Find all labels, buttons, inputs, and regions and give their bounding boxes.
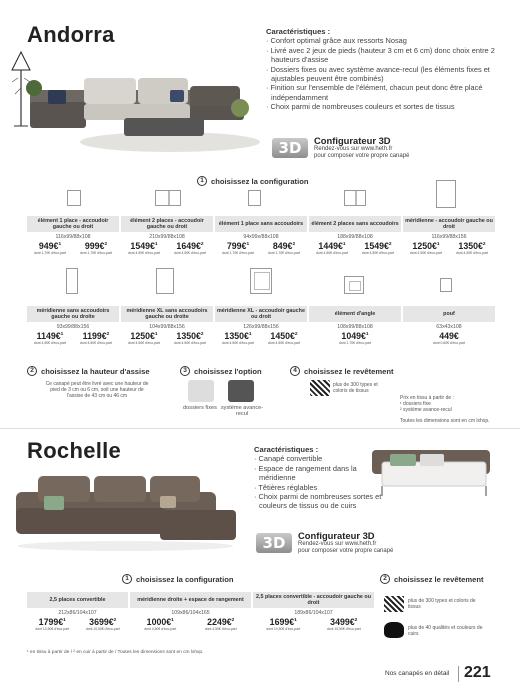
meridienne-icon (436, 180, 456, 208)
cell-prices (130, 617, 251, 627)
dims-note: Toutes les dimensions sont en cm lxhxp. (400, 418, 490, 424)
eco-part: dont 4,50€ d'éco-part (316, 251, 348, 255)
price-cell (215, 216, 307, 255)
eco-part: dont 10,50€ d'éco-part (85, 627, 120, 631)
price-2 (78, 617, 129, 627)
price-2 (314, 617, 375, 627)
option-fixed-label: dossiers fixes (183, 405, 217, 411)
price-cell (27, 216, 119, 255)
price-value: 949€ (38, 241, 59, 251)
price-sup: 1 (294, 618, 297, 624)
feature-item: · Espace de rangement dans la méridienne (254, 463, 357, 483)
eco-part: dont 1,70€ d'éco-part (268, 251, 300, 255)
price-sup: 2 (200, 332, 204, 338)
price-value: 3499€ (330, 617, 355, 627)
cell-dims: 104x99/88x156 (149, 324, 185, 330)
configurator-desc: pour composer votre propre canapé (298, 548, 394, 554)
meridienne-no-arm-icon (66, 268, 78, 294)
configurator-desc: pour composer votre propre canapé (314, 153, 410, 159)
price-2 (73, 331, 119, 341)
cell-prices (121, 331, 213, 341)
price-cell (215, 306, 307, 345)
feature-item: · Têtières réglables (254, 482, 318, 492)
price-sup: 2 (388, 242, 392, 248)
step-number: 3 (180, 366, 190, 376)
feature-item: · Dossiers fixes ou avec système avance-recul (les éléments fixes et ajustables peuvent être combinés) (266, 64, 490, 84)
page-number: 221 (464, 664, 491, 681)
cell-prices (309, 241, 401, 251)
price-value: 1250€ (412, 241, 437, 251)
andorra-sofa-image (20, 56, 260, 156)
price-1 (253, 617, 314, 627)
price-sup: 1 (154, 332, 158, 338)
step-number: 1 (122, 574, 132, 584)
eco-part: dont 4,50€ d'éco-part (268, 341, 300, 345)
price-cell (27, 306, 119, 345)
cell-header: élément 2 places sans accoudoirs (309, 216, 401, 232)
fabric-swatch-icon (310, 380, 330, 396)
step-label: choisissez le revêtement (394, 574, 484, 584)
eco-part: dont 4,50€ d'éco-part (222, 341, 254, 345)
eco-part: dont 1,70€ d'éco-part (34, 251, 66, 255)
section-divider (0, 428, 520, 429)
cell-header: méridienne sans accoudoirs gauche ou droite (27, 306, 119, 322)
step-label: choisissez le revêtement (304, 366, 394, 376)
cell-prices (215, 241, 307, 251)
leather-swatch-icon (384, 622, 404, 638)
configurator-url[interactable]: Rendez-vous sur www.heth.fr (298, 541, 377, 547)
andorra-step-3 (180, 366, 262, 376)
feature-text: Choix parmi de nombreuses sortes et couleurs de tissus ou de cuirs (258, 492, 382, 511)
andorra-step-1 (197, 176, 308, 186)
feature-text: Finition sur l'ensemble de l'élément, chacun peut donc être placé indépendamment (270, 83, 483, 102)
cell-prices (309, 331, 401, 341)
cell-dims: 63x43x108 (436, 324, 462, 330)
meridienne-xl-no-arm-icon (156, 268, 174, 294)
eco-part: dont 0,60€ d'éco-part (433, 341, 465, 345)
step-label: choisissez la configuration (136, 574, 234, 584)
price-value: 1350€ (458, 241, 483, 251)
price-cell (121, 216, 213, 255)
feature-item: · Finition sur l'ensemble de l'élément, chacun peut donc être placé indépendamment (266, 83, 483, 102)
pouf-icon (440, 278, 452, 292)
step-label: choisissez la configuration (211, 176, 309, 186)
price-sup: 1 (154, 242, 158, 248)
price-sup: 1 (436, 242, 440, 248)
price-cell (27, 592, 128, 631)
cell-header: élément 2 places - accoudoir gauche ou droit (121, 216, 213, 232)
rochelle-sofa-image (10, 468, 240, 552)
cell-dims: 109x86/104x165 (171, 610, 210, 616)
features-title: Caractéristiques : (266, 27, 331, 36)
price-value: 1000€ (146, 617, 172, 627)
eco-part: dont 4,50€ d'éco-part (410, 251, 442, 255)
eco-part: dont 4,50€ d'éco-part (128, 341, 160, 345)
cell-header: méridienne XL sans accoudoirs gauche ou droite (121, 306, 213, 322)
eco-part: dont 4,50€ d'éco-part (204, 627, 237, 631)
price-cell (253, 592, 374, 631)
price-1 (403, 241, 449, 251)
cell-header: méridienne XL - accoudoir gauche ou droit (215, 306, 307, 322)
price-sup: 2 (354, 618, 358, 624)
price-value: 849€ (272, 241, 293, 251)
eco-row (27, 251, 119, 255)
feature-item: · Canapé convertible (254, 454, 323, 464)
rochelle-features (254, 445, 384, 511)
price-1 (121, 241, 167, 251)
price-1 (27, 617, 78, 627)
feature-text: Canapé convertible (258, 454, 323, 464)
eco-row (253, 627, 374, 631)
feature-text: Confort optimal grâce aux ressorts Nosag (270, 36, 407, 46)
eco-row (403, 341, 495, 345)
feature-item: · Choix parmi de nombreuses couleurs et sortes de tissus (266, 102, 455, 112)
price-value: 1649€ (176, 241, 201, 251)
eco-part: dont 1,70€ d'éco-part (222, 251, 254, 255)
price-value: 1699€ (269, 617, 295, 627)
eco-part: dont 4,50€ d'éco-part (80, 341, 112, 345)
eco-part: dont 4,50€ d'éco-part (174, 251, 206, 255)
eco-part: dont 4,50€ d'éco-part (34, 341, 66, 345)
cell-prices (27, 241, 119, 251)
eco-part: dont 4,50€ d'éco-part (128, 251, 160, 255)
price-cell (403, 306, 495, 345)
cell-prices (403, 241, 495, 251)
price-sup: 1 (342, 242, 346, 248)
price-value: 999€ (84, 241, 105, 251)
price-2 (167, 241, 213, 251)
step-number: 1 (197, 176, 207, 186)
footer-divider (458, 666, 459, 682)
price-1 (309, 331, 401, 341)
eco-row (309, 251, 401, 255)
eco-part: dont 4,50€ d'éco-part (174, 341, 206, 345)
eco-row (27, 341, 119, 345)
rochelle-leather-note: plus de 40 qualités et couleurs de cuirs (408, 625, 483, 637)
cell-dims: 212x86/104x107 (58, 610, 97, 616)
fabric-swatch-icon (384, 596, 404, 612)
price-1 (27, 331, 73, 341)
price-sup: 2 (231, 618, 235, 624)
step-label: choisissez la hauteur d'assise (41, 366, 150, 376)
cell-prices (27, 331, 119, 341)
price-value: 2249€ (207, 617, 232, 627)
cell-prices (253, 617, 374, 627)
price-1 (215, 241, 261, 251)
3d-badge-icon: 3D (272, 138, 308, 158)
cell-prices (121, 241, 213, 251)
price-sup: 1 (171, 618, 174, 624)
cell-dims: 93x99/88x156 (56, 324, 90, 330)
cell-header: méridienne droite + espace de rangement (130, 592, 251, 608)
cell-dims: 126x99/88x156 (243, 324, 279, 330)
andorra-step-4 (290, 366, 393, 376)
eco-part: dont 10,50€ d'éco-part (35, 627, 70, 631)
step-number: 4 (290, 366, 300, 376)
price-value: 1350€ (176, 331, 201, 341)
price-cell (309, 216, 401, 255)
seat-height-note: Ce canapé peut être livré avec une hauteur de pied de 3 cm ou 6 cm, soit une hauteur de l'assise de 43 cm ou 46 cm (45, 381, 149, 399)
eco-part: dont 4,50€ d'éco-part (362, 251, 394, 255)
price-sup: 1 (60, 332, 64, 338)
price-1 (27, 241, 73, 251)
price-sup: 2 (482, 242, 486, 248)
feature-item: · Confort optimal grâce aux ressorts Nosag (266, 36, 407, 46)
cell-prices (27, 617, 128, 627)
price-1 (309, 241, 355, 251)
cell-dims: 188x99/88x108 (337, 234, 373, 240)
price-note (400, 395, 510, 413)
configurator-title: Configurateur 3D (298, 530, 375, 541)
configurator-title: Configurateur 3D (314, 135, 391, 146)
step-number: 2 (380, 574, 390, 584)
features-title: Caractéristiques : (254, 445, 319, 454)
price-sup: 2 (200, 242, 204, 248)
cell-dims: 189x86/104x107 (294, 610, 333, 616)
step-label: choisissez l'option (194, 366, 262, 376)
andorra-title: Andorra (27, 22, 115, 47)
price-2 (191, 617, 252, 627)
price-cell (403, 216, 495, 255)
adjustable-back-option-image[interactable] (228, 380, 254, 402)
eco-row (403, 251, 495, 255)
price-2 (167, 331, 213, 341)
eco-part: dont 4,50€ d'éco-part (144, 627, 177, 631)
meridienne-xl-icon (250, 268, 272, 294)
andorra-features (266, 27, 506, 112)
price-2 (261, 241, 307, 251)
element-1-place-no-arm-icon (248, 190, 261, 206)
rochelle-configurator-3d[interactable] (256, 530, 393, 555)
price-sup: 1 (246, 242, 250, 248)
cell-prices (215, 331, 307, 341)
eco-row (121, 341, 213, 345)
cell-header: élément 1 place - accoudoir gauche ou droit (27, 216, 119, 232)
rochelle-step-1 (122, 574, 233, 584)
3d-badge-icon: 3D (256, 533, 292, 553)
feature-text: Dossiers fixes ou avec système avance-recul (les éléments fixes et ajustables peuvent être combinés) (270, 64, 490, 84)
eco-row (130, 627, 251, 631)
cell-dims: 94x99x/88x108 (243, 234, 279, 240)
rochelle-fabric-note: plus de 300 types et coloris de tissus (408, 598, 476, 610)
price-2 (73, 241, 119, 251)
price-note-text: Prix en tissu à partir de : (400, 395, 454, 401)
price-value: 1549€ (364, 241, 389, 251)
eco-row (215, 251, 307, 255)
price-value: 1549€ (130, 241, 155, 251)
price-1 (130, 617, 191, 627)
corner-element-icon (344, 276, 364, 294)
cell-dims: 116x99/88x108 (55, 234, 91, 240)
eco-row (27, 627, 128, 631)
price-value: 1450€ (270, 331, 295, 341)
price-value: 449€ (439, 331, 459, 341)
eco-row (215, 341, 307, 345)
andorra-step-2 (27, 366, 150, 376)
price-value: 799€ (226, 241, 247, 251)
price-sup: 1 (63, 618, 66, 624)
price-value: 1149€ (36, 331, 61, 341)
price-note-2: ² système avance-recul (400, 407, 452, 413)
price-2 (449, 241, 495, 251)
feature-text: Têtières réglables (258, 482, 318, 492)
rochelle-step-2 (380, 574, 483, 584)
price-sup: 1 (58, 242, 62, 248)
price-2 (261, 331, 307, 341)
price-value: 1049€ (341, 331, 366, 341)
cell-header: pouf (403, 306, 495, 322)
eco-part: dont 10,50€ d'éco-part (326, 627, 361, 631)
price-1 (403, 331, 495, 341)
cell-dims: 210x99/88x108 (149, 234, 185, 240)
price-1 (215, 331, 261, 341)
rochelle-sofabed-image (368, 440, 496, 502)
cell-header: méridienne - accoudoir gauche ou droit (403, 216, 495, 232)
price-sup: 2 (113, 618, 117, 624)
feature-text: Choix parmi de nombreuses couleurs et sortes de tissus (270, 102, 455, 112)
price-sup: 2 (106, 332, 110, 338)
feature-item: · Choix parmi de nombreuses sortes et couleurs de tissus ou de cuirs (254, 492, 382, 511)
feature-item: · Livré avec 2 jeux de pieds (hauteur 3 cm et 6 cm) donc choix entre 2 hauteurs d'assise (266, 45, 495, 65)
cell-dims: 116x99/88x156 (431, 234, 467, 240)
rochelle-title: Rochelle (27, 438, 122, 463)
footer-label: Nos canapés en détail (385, 670, 450, 677)
price-cell (130, 592, 251, 631)
fixed-back-option-image[interactable] (188, 380, 214, 402)
eco-part: dont 1,70€ d'éco-part (80, 251, 112, 255)
price-sup: 2 (104, 242, 108, 248)
cell-header: 2,5 places convertible - accoudoir gauche ou droit (253, 592, 374, 608)
price-value: 1449€ (318, 241, 343, 251)
eco-part: dont 10,50€ d'éco-part (266, 627, 301, 631)
eco-part: dont 4,50€ d'éco-part (456, 251, 488, 255)
cell-prices (403, 331, 495, 341)
price-value: 1250€ (130, 331, 155, 341)
price-1 (121, 331, 167, 341)
price-sup: 1 (248, 332, 252, 338)
eco-row (121, 251, 213, 255)
feature-text: Livré avec 2 jeux de pieds (hauteur 3 cm et 6 cm) donc choix entre 2 hauteurs d'assise (270, 45, 495, 65)
price-value: 3699€ (89, 617, 114, 627)
fabric-note: plus de 300 types et coloris de tissus (333, 382, 378, 394)
price-cell (121, 306, 213, 345)
cell-header: élément 1 place sans accoudoirs (215, 216, 307, 232)
cell-dims: 108x99/88x108 (337, 324, 373, 330)
price-value: 1199€ (82, 331, 107, 341)
price-sup: 1 (365, 332, 369, 338)
price-value: 1350€ (224, 331, 249, 341)
eco-part: dont 1,70€ d'éco-part (339, 341, 371, 345)
price-note-1: ¹ dossiers fixe (400, 401, 431, 407)
cell-header: élément d'angle (309, 306, 401, 322)
price-value: 1799€ (38, 617, 64, 627)
element-2-places-icon (155, 190, 181, 206)
rochelle-footnote: ¹ en tissu à partir de / ² en cuir à partir de / Toutes les dimensions sont en cm lxhxp. (27, 650, 204, 655)
eco-row (309, 341, 401, 345)
price-sup: 2 (294, 332, 298, 338)
option-adjustable-label: système avance-recul (220, 405, 264, 417)
feature-text: Espace de rangement dans la méridienne (258, 463, 357, 483)
andorra-configurator-3d[interactable] (272, 135, 409, 160)
price-cell (309, 306, 401, 345)
price-sup: 2 (292, 242, 296, 248)
configurator-url[interactable]: Rendez-vous sur www.heth.fr (314, 146, 393, 152)
element-1-place-icon (67, 190, 81, 206)
step-number: 2 (27, 366, 37, 376)
cell-header: 2,5 places convertible (27, 592, 128, 608)
element-2-places-no-arm-icon (344, 190, 366, 206)
price-2 (355, 241, 401, 251)
